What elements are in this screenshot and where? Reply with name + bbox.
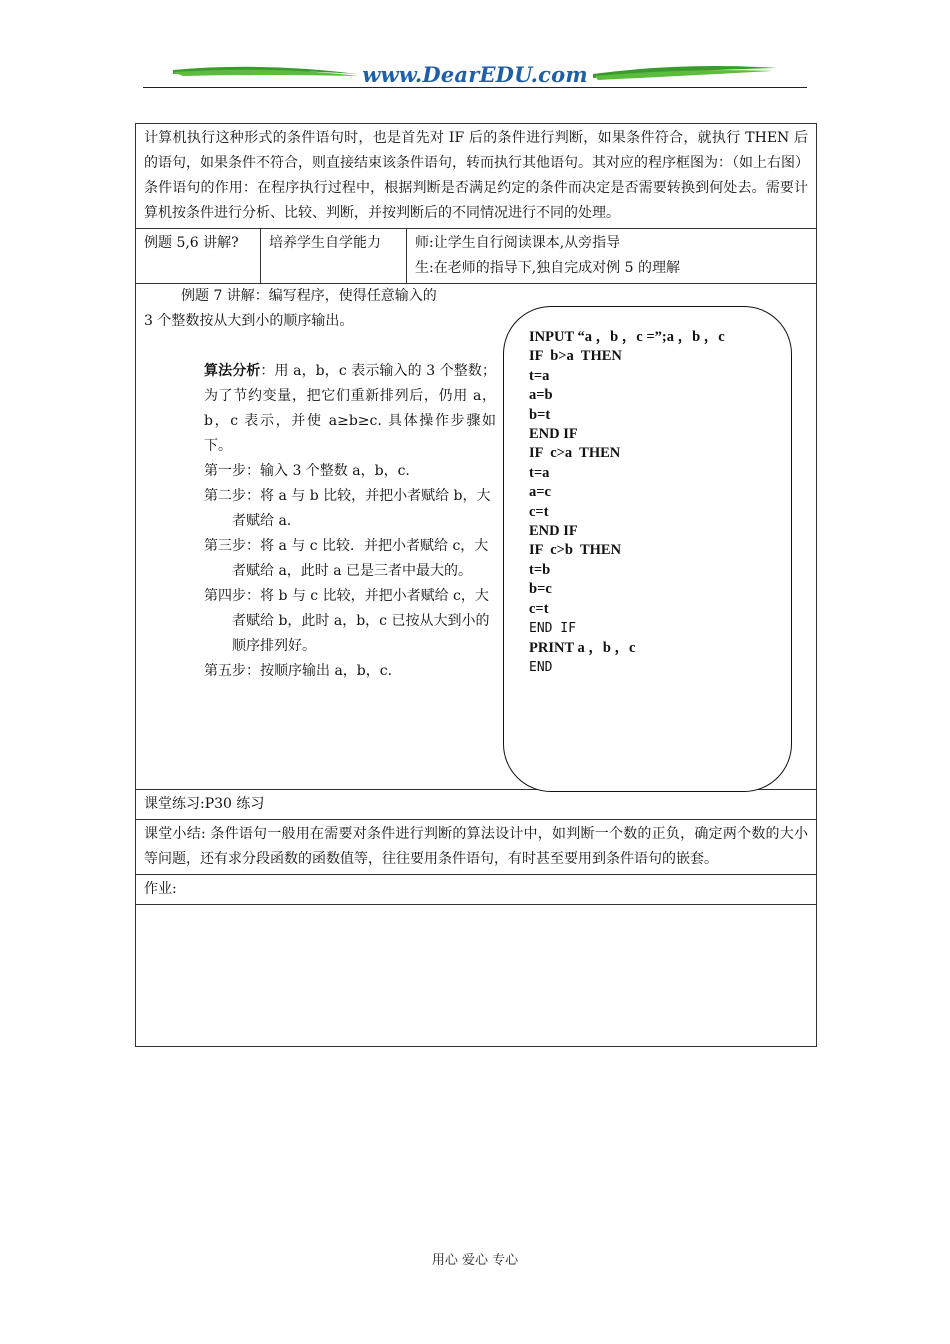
code-box <box>503 306 792 792</box>
table-row <box>136 124 817 229</box>
algorithm-text: ：用 a，b，c 表示输入的 3 个整数；为了节约变量，把它们重新排列后，仍用 a，b，c 表示，并使 a≥b≥c. 具体操作步骤如下。 <box>204 363 496 454</box>
step-4: 第四步：将 b 与 c 比较，并把小者赋给 c，大者赋给 b，此时 a，b，c 已按从大到小的顺序排列好。 <box>204 588 490 654</box>
table-row <box>136 229 817 284</box>
step-2: 第二步：将 a 与 b 比较，并把小者赋给 b，大者赋给 a. <box>204 488 491 529</box>
table-row <box>136 284 817 790</box>
teacher-activity: 师:让学生自行阅读课本,从旁指导 <box>415 235 621 251</box>
code-line: END IF <box>529 621 576 637</box>
code-line: END IF <box>529 523 578 540</box>
example7-intro-line2: 3 个整数按从大到小的顺序输出。 <box>144 313 354 329</box>
student-activity: 生:在老师的指导下,独自完成对例 5 的理解 <box>415 260 680 276</box>
code-line: b=c <box>529 581 552 598</box>
code-line: IF b>a THEN <box>529 348 622 365</box>
code-line: t=a <box>529 367 550 384</box>
homework-blank-cell <box>136 905 817 1047</box>
lesson-table <box>135 123 817 1047</box>
code-line: t=b <box>529 561 551 578</box>
code-line: c=t <box>529 503 549 520</box>
intro-paragraph-2: 条件语句的作用：在程序执行过程中，根据判断是否满足约定的条件而决定是否需要转换到何处去。需要计算机按条件进行分析、比较、判断，并按判断后的不同情况进行不同的处理。 <box>144 180 809 221</box>
example7-intro <box>144 284 494 334</box>
code-line: a=c <box>529 484 551 501</box>
algorithm-label: 算法分析 <box>204 363 261 379</box>
homework-label-cell: 作业: <box>136 875 817 905</box>
code-line: END <box>529 659 553 675</box>
table-row <box>136 820 817 875</box>
logo-text: www.DearEDU.com <box>362 62 588 87</box>
code-line: b=t <box>529 406 551 423</box>
practice-cell: 课堂练习:P30 练习 <box>136 790 817 820</box>
code-line: t=a <box>529 464 550 481</box>
code-line: PRINT a ，b ，c <box>529 639 636 656</box>
algorithm-analysis <box>204 359 496 684</box>
header-rule <box>143 87 807 88</box>
code-line: IF c>b THEN <box>529 542 622 559</box>
header-logo <box>143 60 807 90</box>
intro-cell <box>136 124 817 229</box>
example56-goal: 培养学生自学能力 <box>261 229 407 284</box>
table-row <box>136 905 817 1047</box>
example56-activities <box>407 229 817 284</box>
code-line: END IF <box>529 426 578 443</box>
intro-paragraph-1: 计算机执行这种形式的条件语句时，也是首先对 IF 后的条件进行判断，如果条件符合，就执行 THEN 后的语句，如果条件不符合，则直接结束该条件语句，转而执行其他语句。其对应的程序框图为：（如上右图） <box>144 130 809 171</box>
code-line: c=t <box>529 600 549 617</box>
code-line: a=b <box>529 387 553 404</box>
page-footer: 用心 爱心 专心 <box>431 1253 519 1268</box>
code-line: INPUT “a ，b ，c =”;a ，b ，c <box>529 329 725 345</box>
table-row <box>136 790 817 820</box>
step-1: 第一步：输入 3 个整数 a，b，c. <box>204 463 410 479</box>
summary-cell: 课堂小结: 条件语句一般用在需要对条件进行判断的算法设计中，如判断一个数的正负，确定两个数的大小等问题，还有求分段函数的函数值等，往往要用条件语句，有时甚至要用到条件语句的嵌套。 <box>136 820 817 875</box>
code-line: IF c>a THEN <box>529 445 621 462</box>
table-row <box>136 875 817 905</box>
step-5: 第五步：按顺序输出 a，b，c. <box>204 663 393 679</box>
example7-intro-line1: 例题 7 讲解：编写程序，使得任意输入的 <box>181 288 437 304</box>
step-3: 第三步：将 a 与 c 比较．并把小者赋给 c，大者赋给 a，此时 a 已是三者中最大的。 <box>204 538 489 579</box>
algorithm-description <box>204 359 496 459</box>
program-code <box>529 328 725 677</box>
example7-cell <box>136 284 817 790</box>
example56-title: 例题 5,6 讲解? <box>136 229 261 284</box>
